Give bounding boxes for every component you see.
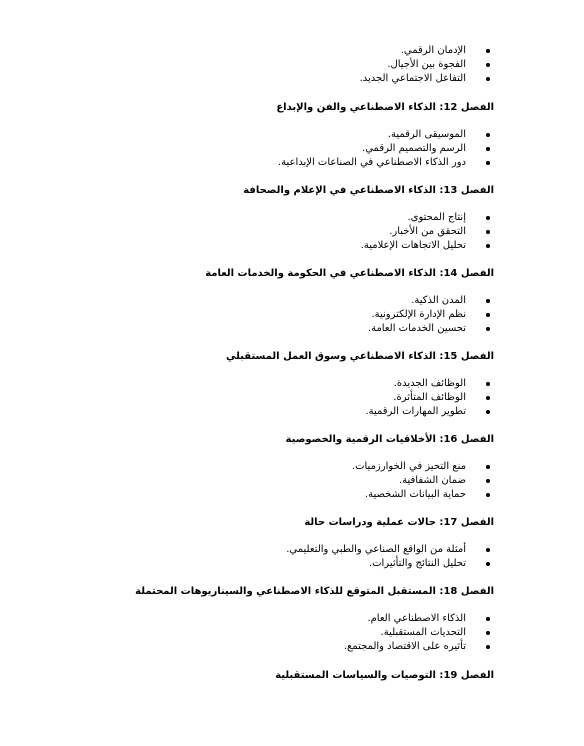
bullet-icon xyxy=(486,230,490,234)
list-item xyxy=(361,211,490,225)
bullet-icon xyxy=(486,382,490,386)
bullet-icon xyxy=(486,49,490,53)
bullet-icon xyxy=(486,161,490,165)
bullet-icon xyxy=(486,617,490,621)
list-item xyxy=(360,44,490,58)
bullet-icon xyxy=(486,77,490,81)
list-item-text: تحسين الخدمات العامة. xyxy=(367,323,466,334)
bullet-icon xyxy=(486,133,490,137)
bullet-icon xyxy=(486,63,490,67)
list-item xyxy=(361,239,490,253)
list-item-text: دور الذكاء الاصطناعي في الصناعات الإبداعية. xyxy=(277,157,466,168)
bullet-icon xyxy=(486,299,490,303)
list-item-text: تطوير المهارات الرقمية. xyxy=(365,406,466,417)
list-item-text: إنتاج المحتوى. xyxy=(407,212,466,223)
list-item xyxy=(361,225,490,239)
bullet-icon xyxy=(486,216,490,220)
bullet-icon xyxy=(486,396,490,400)
list-item-text: أمثلة من الواقع الصناعي والطبي والتعليمي. xyxy=(286,544,466,555)
chapter-heading: الفصل 13: الذكاء الاصطناعي في الإعلام والصحافة xyxy=(243,185,494,196)
bullet-icon xyxy=(486,493,490,497)
list-item xyxy=(365,391,490,405)
bullet-icon xyxy=(486,327,490,331)
list-item-text: الموسيقى الرقمية. xyxy=(387,129,466,140)
list-item xyxy=(352,474,490,488)
list-item-text: تحليل النتائج والتأثيرات. xyxy=(368,558,466,569)
list-item xyxy=(278,128,490,142)
bullet-icon xyxy=(486,147,490,151)
list-item xyxy=(365,377,490,391)
list-item-text: الفجوة بين الأجيال. xyxy=(387,59,466,70)
list-item xyxy=(365,405,490,419)
bullet-list xyxy=(360,44,490,86)
list-item xyxy=(344,640,490,654)
bullet-list xyxy=(361,211,490,253)
bullet-icon xyxy=(486,631,490,635)
list-item xyxy=(278,156,490,170)
list-item-text: المدن الذكية. xyxy=(411,295,466,306)
list-item-text: تأثيره على الاقتصاد والمجتمع. xyxy=(343,641,466,652)
bullet-list xyxy=(365,377,490,419)
list-item-text: ضمان الشفافية. xyxy=(398,475,466,486)
bullet-list xyxy=(286,543,490,571)
chapter-heading: الفصل 18: المستقبل المتوقع للذكاء الاصطناعي والسيناريوهات المحتملة xyxy=(135,586,494,597)
bullet-icon xyxy=(486,548,490,552)
list-item-text: الذكاء الاصطناعي العام. xyxy=(367,613,466,624)
chapter-heading: الفصل 12: الذكاء الاصطناعي والفن والإبداع xyxy=(276,102,494,113)
list-item xyxy=(352,460,490,474)
chapter-heading: الفصل 15: الذكاء الاصطناعي وسوق العمل المستقبلي xyxy=(225,351,494,362)
bullet-list xyxy=(368,294,490,336)
list-item xyxy=(360,58,490,72)
list-item-text: تحليل الاتجاهات الإعلامية. xyxy=(360,240,466,251)
list-item-text: حماية البيانات الشخصية. xyxy=(364,489,466,500)
bullet-list xyxy=(278,128,490,170)
chapter-heading: الفصل 14: الذكاء الاصطناعي في الحكومة والخدمات العامة xyxy=(205,268,494,279)
bullet-icon xyxy=(486,479,490,483)
list-item-text: التفاعل الاجتماعي الجديد. xyxy=(359,73,466,84)
list-item-text: منع التحيز في الخوارزميات. xyxy=(351,461,466,472)
list-item-text: التحقق من الأخبار. xyxy=(389,226,466,237)
list-item-text: الرسم والتصميم الرقمي. xyxy=(362,143,466,154)
chapter-heading: الفصل 17: حالات عملية ودراسات حالة xyxy=(304,517,494,528)
bullet-list xyxy=(352,460,490,502)
list-item-text: الوظائف المتأثرة. xyxy=(393,392,466,403)
list-item-text: نظم الإدارة الإلكترونية. xyxy=(371,309,466,320)
list-item-text: الإدمان الرقمي. xyxy=(400,45,466,56)
list-item xyxy=(368,308,490,322)
chapter-heading: الفصل 19: التوصيات والسياسات المستقبلية xyxy=(275,670,494,681)
list-item xyxy=(344,612,490,626)
bullet-icon xyxy=(486,410,490,414)
list-item xyxy=(360,72,490,86)
list-item xyxy=(368,322,490,336)
list-item xyxy=(278,142,490,156)
bullet-icon xyxy=(486,562,490,566)
bullet-list xyxy=(344,612,490,654)
bullet-icon xyxy=(486,645,490,649)
bullet-icon xyxy=(486,244,490,248)
list-item-text: التحديات المستقبلية. xyxy=(380,627,466,638)
list-item xyxy=(352,488,490,502)
bullet-icon xyxy=(486,465,490,469)
chapter-heading: الفصل 16: الأخلاقيات الرقمية والخصوصية xyxy=(285,434,494,445)
list-item xyxy=(368,294,490,308)
list-item xyxy=(344,626,490,640)
bullet-icon xyxy=(486,313,490,317)
list-item xyxy=(286,543,490,557)
list-item xyxy=(286,557,490,571)
list-item-text: الوظائف الجديدة. xyxy=(393,378,466,389)
